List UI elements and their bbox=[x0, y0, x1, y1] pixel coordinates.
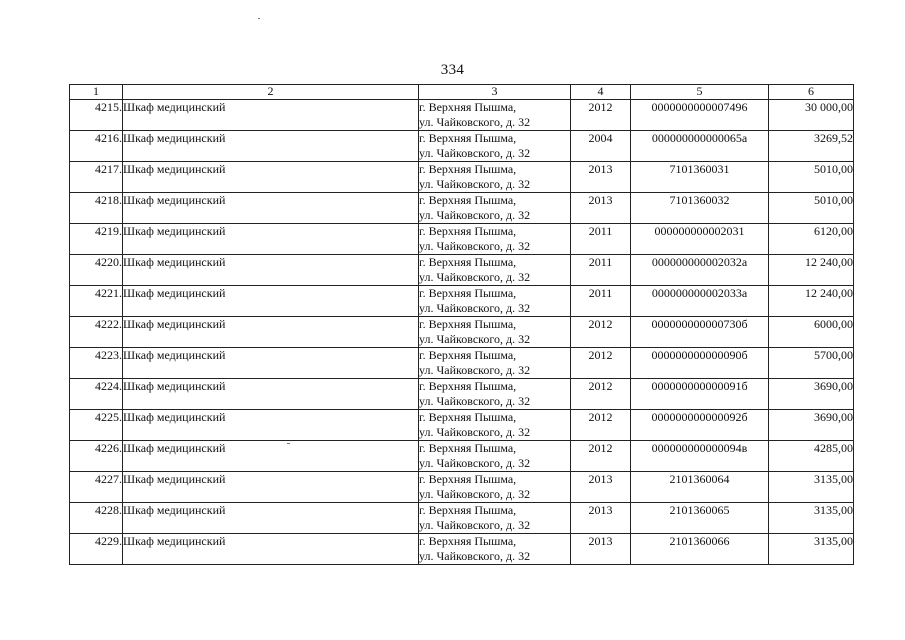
item-name-cell: Шкаф медицинский bbox=[123, 255, 419, 286]
cost-cell: 3135,00 bbox=[769, 472, 854, 503]
address-cell bbox=[419, 162, 571, 193]
row-number-cell: 4227. bbox=[70, 472, 123, 503]
address-street-line: ул. Чайковского, д. 32 bbox=[419, 177, 531, 191]
row-number-cell: 4223. bbox=[70, 348, 123, 379]
row-number-cell: 4226. bbox=[70, 441, 123, 472]
year-cell: 2011 bbox=[571, 224, 631, 255]
inventory-number-cell: 000000000002033а bbox=[631, 286, 769, 317]
row-number-cell: 4215. bbox=[70, 100, 123, 131]
address-cell bbox=[419, 441, 571, 472]
inventory-number-cell: 2101360066 bbox=[631, 534, 769, 565]
cost-cell: 3135,00 bbox=[769, 503, 854, 534]
inventory-number-cell: 000000000000090б bbox=[631, 348, 769, 379]
address-cell bbox=[419, 255, 571, 286]
year-cell: 2012 bbox=[571, 379, 631, 410]
year-cell: 2011 bbox=[571, 286, 631, 317]
item-name-cell: Шкаф медицинский bbox=[123, 224, 419, 255]
address-street-line: ул. Чайковского, д. 32 bbox=[419, 332, 531, 346]
item-name-cell: Шкаф медицинский bbox=[123, 441, 419, 472]
year-cell: 2012 bbox=[571, 100, 631, 131]
column-header-2: 2 bbox=[123, 85, 419, 100]
year-cell: 2012 bbox=[571, 410, 631, 441]
address-cell bbox=[419, 410, 571, 441]
address-street-line: ул. Чайковского, д. 32 bbox=[419, 363, 531, 377]
year-cell: 2013 bbox=[571, 534, 631, 565]
inventory-number-cell: 000000000000092б bbox=[631, 410, 769, 441]
address-city-line: г. Верхняя Пышма, bbox=[419, 472, 517, 486]
scan-speck bbox=[287, 443, 290, 444]
address-city-line: г. Верхняя Пышма, bbox=[419, 255, 517, 269]
table-row bbox=[70, 534, 854, 565]
cost-cell: 12 240,00 bbox=[769, 286, 854, 317]
item-name-cell: Шкаф медицинский bbox=[123, 503, 419, 534]
address-cell bbox=[419, 348, 571, 379]
table-row bbox=[70, 286, 854, 317]
year-cell: 2012 bbox=[571, 348, 631, 379]
address-cell bbox=[419, 379, 571, 410]
table-row bbox=[70, 224, 854, 255]
cost-cell: 5010,00 bbox=[769, 193, 854, 224]
year-cell: 2012 bbox=[571, 317, 631, 348]
inventory-number-cell: 000000000000065а bbox=[631, 131, 769, 162]
column-header-1: 1 bbox=[70, 85, 123, 100]
cost-cell: 6000,00 bbox=[769, 317, 854, 348]
year-cell: 2013 bbox=[571, 162, 631, 193]
table-row bbox=[70, 410, 854, 441]
address-street-line: ул. Чайковского, д. 32 bbox=[419, 518, 531, 532]
column-header-4: 4 bbox=[571, 85, 631, 100]
item-name-cell: Шкаф медицинский bbox=[123, 193, 419, 224]
address-street-line: ул. Чайковского, д. 32 bbox=[419, 456, 531, 470]
address-city-line: г. Верхняя Пышма, bbox=[419, 131, 517, 145]
cost-cell: 30 000,00 bbox=[769, 100, 854, 131]
row-number-cell: 4221. bbox=[70, 286, 123, 317]
table-row bbox=[70, 379, 854, 410]
inventory-number-cell: 0000000000007496 bbox=[631, 100, 769, 131]
address-street-line: ул. Чайковского, д. 32 bbox=[419, 270, 531, 284]
address-cell bbox=[419, 286, 571, 317]
address-cell bbox=[419, 503, 571, 534]
inventory-number-cell: 2101360064 bbox=[631, 472, 769, 503]
item-name-cell: Шкаф медицинский bbox=[123, 472, 419, 503]
inventory-number-cell: 7101360031 bbox=[631, 162, 769, 193]
cost-cell: 3269,52 bbox=[769, 131, 854, 162]
address-city-line: г. Верхняя Пышма, bbox=[419, 410, 517, 424]
table-row bbox=[70, 162, 854, 193]
inventory-number-cell: 000000000000094в bbox=[631, 441, 769, 472]
item-name-cell: Шкаф медицинский bbox=[123, 534, 419, 565]
item-name-cell: Шкаф медицинский bbox=[123, 162, 419, 193]
row-number-cell: 4225. bbox=[70, 410, 123, 441]
address-street-line: ул. Чайковского, д. 32 bbox=[419, 487, 531, 501]
cost-cell: 3135,00 bbox=[769, 534, 854, 565]
item-name-cell: Шкаф медицинский bbox=[123, 410, 419, 441]
address-city-line: г. Верхняя Пышма, bbox=[419, 193, 517, 207]
table-row bbox=[70, 100, 854, 131]
inventory-number-cell: 000000000002031 bbox=[631, 224, 769, 255]
address-street-line: ул. Чайковского, д. 32 bbox=[419, 146, 531, 160]
cost-cell: 12 240,00 bbox=[769, 255, 854, 286]
item-name-cell: Шкаф медицинский bbox=[123, 286, 419, 317]
row-number-cell: 4229. bbox=[70, 534, 123, 565]
address-city-line: г. Верхняя Пышма, bbox=[419, 534, 517, 548]
address-street-line: ул. Чайковского, д. 32 bbox=[419, 394, 531, 408]
page-number: 334 bbox=[440, 62, 465, 78]
inventory-number-cell: 000000000000091б bbox=[631, 379, 769, 410]
table-row bbox=[70, 348, 854, 379]
address-city-line: г. Верхняя Пышма, bbox=[419, 224, 517, 238]
inventory-number-cell: 000000000000730б bbox=[631, 317, 769, 348]
row-number-cell: 4228. bbox=[70, 503, 123, 534]
address-cell bbox=[419, 131, 571, 162]
column-header-6: 6 bbox=[769, 85, 854, 100]
address-city-line: г. Верхняя Пышма, bbox=[419, 100, 517, 114]
address-city-line: г. Верхняя Пышма, bbox=[419, 348, 517, 362]
address-city-line: г. Верхняя Пышма, bbox=[419, 286, 517, 300]
table-row bbox=[70, 131, 854, 162]
item-name-cell: Шкаф медицинский bbox=[123, 100, 419, 131]
year-cell: 2011 bbox=[571, 255, 631, 286]
cost-cell: 4285,00 bbox=[769, 441, 854, 472]
cost-cell: 3690,00 bbox=[769, 410, 854, 441]
inventory-number-cell: 7101360032 bbox=[631, 193, 769, 224]
row-number-cell: 4222. bbox=[70, 317, 123, 348]
table-row bbox=[70, 441, 854, 472]
address-street-line: ул. Чайковского, д. 32 bbox=[419, 549, 531, 563]
address-cell bbox=[419, 100, 571, 131]
cost-cell: 6120,00 bbox=[769, 224, 854, 255]
address-city-line: г. Верхняя Пышма, bbox=[419, 317, 517, 331]
table-row bbox=[70, 472, 854, 503]
item-name-cell: Шкаф медицинский bbox=[123, 348, 419, 379]
address-street-line: ул. Чайковского, д. 32 bbox=[419, 239, 531, 253]
table-row bbox=[70, 503, 854, 534]
column-header-5: 5 bbox=[631, 85, 769, 100]
address-city-line: г. Верхняя Пышма, bbox=[419, 379, 517, 393]
column-header-3: 3 bbox=[419, 85, 571, 100]
scan-speck bbox=[258, 18, 260, 19]
address-cell bbox=[419, 317, 571, 348]
address-cell bbox=[419, 193, 571, 224]
year-cell: 2013 bbox=[571, 503, 631, 534]
address-street-line: ул. Чайковского, д. 32 bbox=[419, 425, 531, 439]
header-row bbox=[70, 85, 854, 100]
row-number-cell: 4217. bbox=[70, 162, 123, 193]
property-registry-table bbox=[69, 84, 854, 565]
inventory-number-cell: 000000000002032а bbox=[631, 255, 769, 286]
row-number-cell: 4220. bbox=[70, 255, 123, 286]
item-name-cell: Шкаф медицинский bbox=[123, 317, 419, 348]
table-row bbox=[70, 193, 854, 224]
year-cell: 2013 bbox=[571, 193, 631, 224]
item-name-cell: Шкаф медицинский bbox=[123, 379, 419, 410]
year-cell: 2013 bbox=[571, 472, 631, 503]
address-city-line: г. Верхняя Пышма, bbox=[419, 441, 517, 455]
address-street-line: ул. Чайковского, д. 32 bbox=[419, 208, 531, 222]
row-number-cell: 4224. bbox=[70, 379, 123, 410]
address-street-line: ул. Чайковского, д. 32 bbox=[419, 301, 531, 315]
cost-cell: 3690,00 bbox=[769, 379, 854, 410]
inventory-number-cell: 2101360065 bbox=[631, 503, 769, 534]
address-cell bbox=[419, 472, 571, 503]
address-city-line: г. Верхняя Пышма, bbox=[419, 162, 517, 176]
cost-cell: 5700,00 bbox=[769, 348, 854, 379]
cost-cell: 5010,00 bbox=[769, 162, 854, 193]
row-number-cell: 4216. bbox=[70, 131, 123, 162]
address-street-line: ул. Чайковского, д. 32 bbox=[419, 115, 531, 129]
table-row bbox=[70, 255, 854, 286]
table-row bbox=[70, 317, 854, 348]
address-cell bbox=[419, 224, 571, 255]
table-body bbox=[70, 100, 854, 565]
item-name-cell: Шкаф медицинский bbox=[123, 131, 419, 162]
row-number-cell: 4219. bbox=[70, 224, 123, 255]
year-cell: 2012 bbox=[571, 441, 631, 472]
year-cell: 2004 bbox=[571, 131, 631, 162]
address-cell bbox=[419, 534, 571, 565]
address-city-line: г. Верхняя Пышма, bbox=[419, 503, 517, 517]
row-number-cell: 4218. bbox=[70, 193, 123, 224]
